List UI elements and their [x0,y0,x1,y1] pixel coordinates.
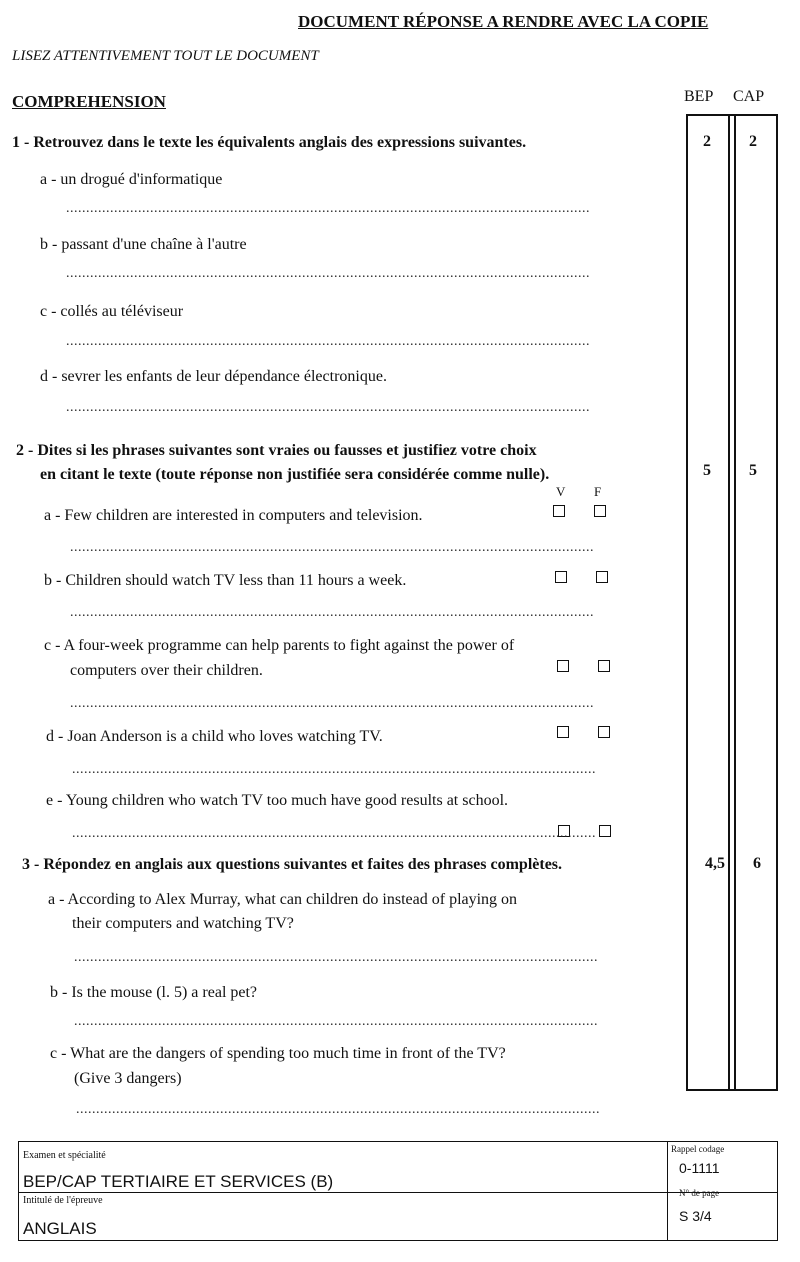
codage-label: Rappel codage [671,1144,725,1154]
epreuve-value: ANGLAIS [23,1219,97,1238]
q3-cap-score: 6 [753,855,761,872]
question-1-title: 1 - Retrouvez dans le texte les équivalents anglais des expressions suivantes. [12,134,527,151]
q2-item-d: d - Joan Anderson is a child who loves watching TV. [46,728,383,745]
false-checkbox[interactable] [599,825,611,837]
answer-line[interactable]: ................................................................................................................................... [70,605,594,620]
q1-item-a: a - un drogué d'informatique [40,171,223,188]
codage-value: 0-1111 [679,1160,720,1176]
page-number-label: N° de page [679,1188,720,1198]
false-checkbox[interactable] [598,660,610,672]
answer-line[interactable]: ................................................................................................................................... [66,400,590,415]
answer-line[interactable]: ................................................................................................................................... [72,826,596,841]
q2-cap-score: 5 [749,462,757,479]
score-frame-left [686,114,688,1091]
q3-item-a-line1: a - According to Alex Murray, what can children do instead of playing on [48,891,518,908]
answer-line[interactable]: ................................................................................................................................... [66,334,590,349]
footer-box [18,1141,778,1241]
score-frame-middle [728,114,730,1091]
answer-line[interactable]: ................................................................................................................................... [66,201,590,216]
page-title: DOCUMENT RÉPONSE A RENDRE AVEC LA COPIE [298,12,709,31]
score-frame-right [776,114,778,1091]
q3-item-c-line1: c - What are the dangers of spending too much time in front of the TV? [50,1045,506,1062]
true-checkbox[interactable] [553,505,565,517]
false-checkbox[interactable] [596,571,608,583]
bep-column-label: BEP [684,88,714,105]
question-3-title: 3 - Répondez en anglais aux questions suivantes et faites des phrases complètes. [22,856,563,873]
q2-item-b: b - Children should watch TV less than 11 hours a week. [44,572,407,589]
answer-line[interactable]: ................................................................................................................................... [70,540,594,555]
q2-item-c-line2: computers over their children. [70,662,263,679]
answer-line[interactable]: ................................................................................................................................... [74,1014,598,1029]
q3-item-a-line2: their computers and watching TV? [72,915,294,932]
true-column-label: V [556,484,566,499]
exam-label: Examen et spécialité [23,1150,106,1161]
section-title: COMPREHENSION [12,92,166,111]
q2-item-e: e - Young children who watch TV too much have good results at school. [46,792,509,809]
answer-line[interactable]: ................................................................................................................................... [70,696,594,711]
q1-item-b: b - passant d'une chaîne à l'autre [40,236,247,253]
footer-column-divider [667,1142,668,1240]
q2-item-a: a - Few children are interested in computers and television. [44,507,423,524]
score-frame-top [686,114,778,116]
q1-item-c: c - collés au téléviseur [40,303,184,320]
q3-item-b: b - Is the mouse (l. 5) a real pet? [50,984,258,1001]
true-checkbox[interactable] [555,571,567,583]
q3-item-c-line2: (Give 3 dangers) [74,1070,182,1087]
question-2-title-line2: en citant le texte (toute réponse non justifiée sera considérée comme nulle). [40,466,550,483]
false-checkbox[interactable] [594,505,606,517]
q3-bep-score: 4,5 [705,855,725,872]
q1-item-d: d - sevrer les enfants de leur dépendance électronique. [40,368,387,385]
page-number-value: S 3/4 [679,1208,712,1224]
score-frame-bottom [686,1089,778,1091]
cap-column-label: CAP [733,88,765,105]
instruction-text: LISEZ ATTENTIVEMENT TOUT LE DOCUMENT [12,48,319,64]
q1-bep-score: 2 [703,133,711,150]
footer-divider [19,1192,777,1193]
score-frame-middle2 [734,114,736,1091]
question-2-title-line1: 2 - Dites si les phrases suivantes sont vraies ou fausses et justifiez votre choix [16,442,537,459]
epreuve-label: Intitulé de l'épreuve [23,1195,103,1206]
exam-value: BEP/CAP TERTIAIRE ET SERVICES (B) [23,1172,334,1191]
answer-line[interactable]: ................................................................................................................................... [72,762,596,777]
q2-item-c-line1: c - A four-week programme can help parents to fight against the power of [44,637,515,654]
q1-cap-score: 2 [749,133,757,150]
true-checkbox[interactable] [557,660,569,672]
true-checkbox[interactable] [557,726,569,738]
false-column-label: F [594,484,602,499]
q2-bep-score: 5 [703,462,711,479]
false-checkbox[interactable] [598,726,610,738]
answer-line[interactable]: ................................................................................................................................... [74,950,598,965]
answer-line[interactable]: ................................................................................................................................... [66,266,590,281]
answer-line[interactable]: ................................................................................................................................... [76,1102,600,1117]
